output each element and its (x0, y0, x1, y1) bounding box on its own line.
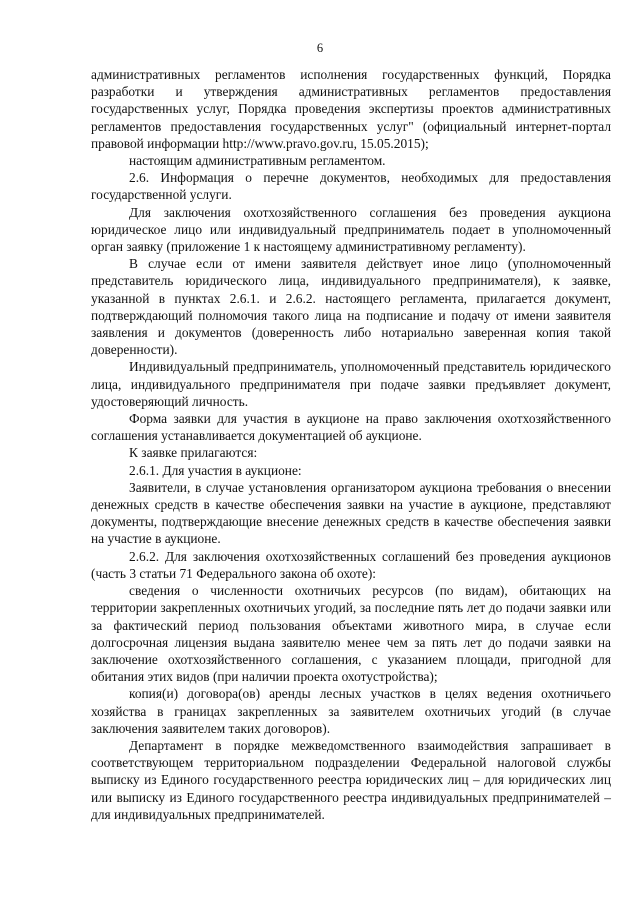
paragraph-7: Форма заявки для участия в аукционе на право заключения охотхозяйственного соглашения устанавливается документацией об аукционе. (91, 411, 611, 444)
page-number: 6 (316, 41, 324, 55)
paragraph-11: 2.6.2. Для заключения охотхозяйственных соглашений без проведения аукционов (часть 3 статьи 71 Федерального закона об охоте): (91, 548, 611, 581)
paragraph-6: Индивидуальный предприниматель, уполномоченный представитель юридического лица, индивидуального предпринимателя при подаче заявки предъявляет документ, удостоверяющий личность. (91, 359, 611, 409)
paragraph-8: К заявке прилагаются: (129, 445, 258, 461)
paragraph-14: Департамент в порядке межведомственного взаимодействия запрашивает в соответствующем территориальном подразделении Федеральной налоговой службы выписку из Единого государственного реестра юридических лиц – для юридических лиц или выписку из Единого государственного реестра индивидуальных предпринимателей – для индивидуальных предпринимателей. (91, 737, 611, 822)
document-body (91, 66, 611, 823)
paragraph-12: сведения о численности охотничьих ресурсов (по видам), обитающих на территории закрепленных охотничьих угодий, за последние пять лет до подачи заявки или за фактический период пользования объектами животного мира, в случае если долгосрочная лицензия выдана заявителю менее чем за пять лет до подачи заявки на заключение охотхозяйственного соглашения, с указанием площади, пригодной для обитания этих видов (при наличии проекта охотустройства); (91, 583, 611, 685)
paragraph-9: 2.6.1. Для участия в аукционе: (129, 462, 302, 478)
paragraph-3: 2.6. Информация о перечне документов, необходимых для предоставления государственной услуги. (91, 170, 611, 203)
paragraph-2: настоящим административным регламентом. (129, 153, 386, 169)
paragraph-13: копия(и) договора(ов) аренды лесных участков в целях ведения охотничьего хозяйства в границах закрепленных за заявителем охотничьих угодий (в случае заключения заявителем таких договоров). (91, 686, 611, 736)
paragraph-10: Заявители, в случае установления организатором аукциона требования о внесении денежных средств в качестве обеспечения заявки на участие в аукционе, представляют документы, подтверждающие внесение денежных средств в качестве обеспечения заявки на участие в аукционе. (91, 479, 611, 547)
paragraph-1: административных регламентов исполнения государственных функций, Порядка разработки и утверждения административных регламентов предоставления государственных услуг, Порядка проведения экспертизы проектов административных регламентов предоставления государственных услуг" (официальный интернет-портал правовой информации http://www.pravo.gov.ru, 15.05.2015); (91, 67, 611, 151)
paragraph-5: В случае если от имени заявителя действует иное лицо (уполномоченный представитель юридического лица, индивидуального предпринимателя), к заявке, указанной в пунктах 2.6.1. и 2.6.2. настоящего регламента, прилагается документ, подтверждающий полномочия такого лица на подписание и подачу от имени заявителя заявления и документов (доверенность либо нотариально заверенная копия такой доверенности). (91, 256, 611, 358)
paragraph-4: Для заключения охотхозяйственного соглашения без проведения аукциона юридическое лицо или индивидуальный предприниматель подает в уполномоченный орган заявку (приложение 1 к настоящему административному регламенту). (91, 204, 611, 255)
